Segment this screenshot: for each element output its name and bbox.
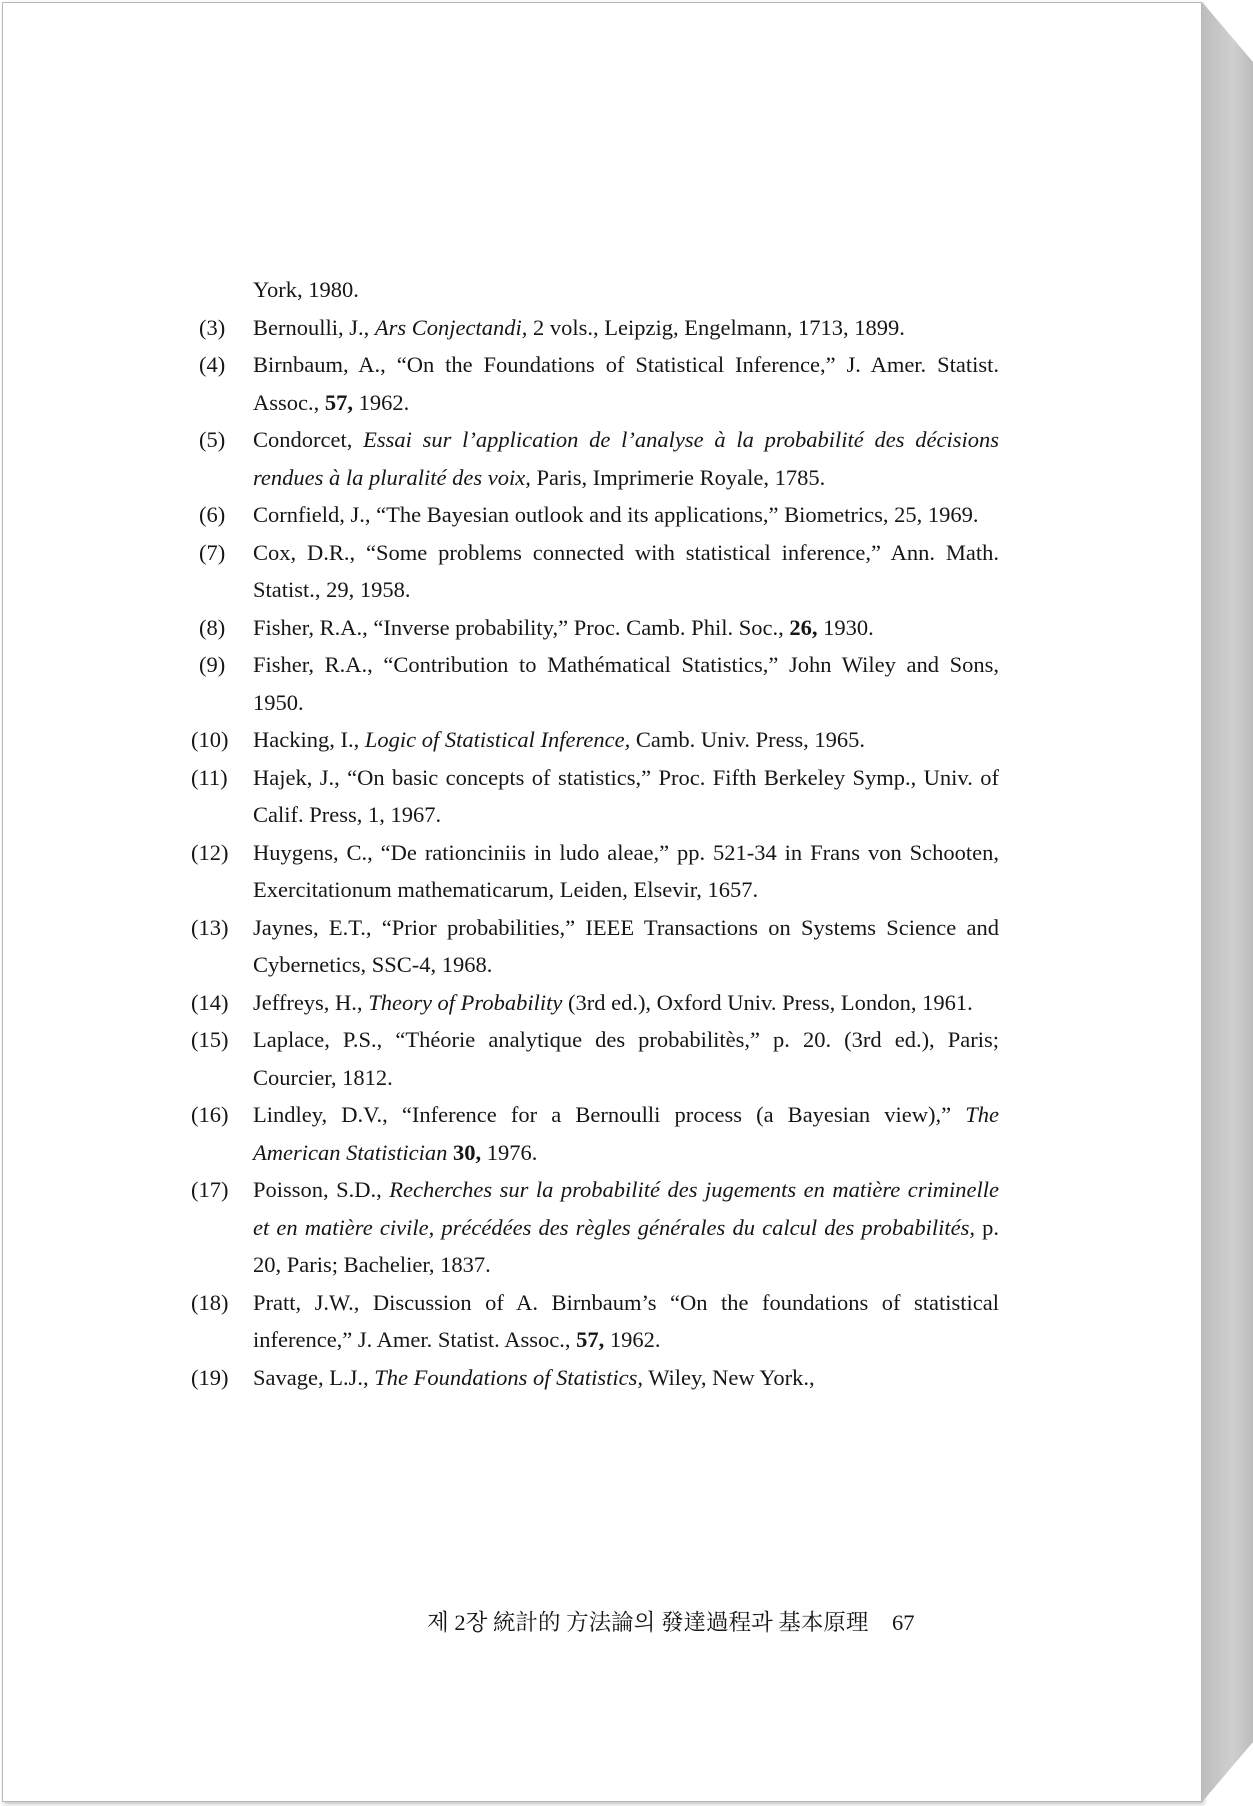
reference-number: (3) bbox=[199, 314, 226, 340]
reference-volume: 30, bbox=[452, 1139, 482, 1165]
reference-number: (16) bbox=[191, 1102, 229, 1127]
reference-item bbox=[191, 759, 999, 834]
reference-number: (12) bbox=[191, 839, 229, 865]
reference-item bbox=[191, 1359, 999, 1397]
reference-number: (17) bbox=[191, 1177, 229, 1202]
reference-number: (7) bbox=[199, 539, 226, 565]
reference-title: Ars Conjectandi, bbox=[374, 314, 528, 340]
reference-segment: Huygens, C., “De rationciniis in ludo aleae,” pp. 521-34 in Frans von Schooten, Exercitationum mathematicarum, Leiden, Elsevir, 1657. bbox=[253, 839, 999, 902]
reference-text bbox=[253, 540, 999, 603]
reference-item bbox=[191, 909, 999, 984]
reference-item bbox=[199, 496, 999, 534]
reference-number: (8) bbox=[199, 614, 226, 640]
reference-number: (11) bbox=[191, 764, 228, 790]
reference-title: The Foundations of Statistics, bbox=[374, 1364, 643, 1390]
running-footer bbox=[427, 1608, 987, 1638]
page-stack-edge bbox=[1202, 2, 1253, 1802]
reference-title: Essai sur l’application de l’analyse à la probabilité des décisions rendues à la pluralité des voix, bbox=[253, 427, 999, 490]
reference-item bbox=[199, 271, 999, 309]
reference-segment: Fisher, R.A., “Contribution to Mathématical Statistics,” John Wiley and Sons, 1950. bbox=[253, 652, 999, 715]
reference-text bbox=[253, 990, 973, 1015]
reference-segment: Bernoulli, J., bbox=[253, 314, 375, 340]
reference-number: (15) bbox=[191, 1027, 229, 1052]
reference-segment: 1976. bbox=[481, 1139, 538, 1165]
reference-text bbox=[253, 1365, 815, 1390]
reference-segment: Cornfield, J., “The Bayesian outlook and its applications,” Biometrics, 25, 1969. bbox=[253, 502, 979, 527]
reference-segment: Laplace, P.S., “Théorie analytique des probabilitès,” p. 20. (3rd ed.), Paris; Courcier, 1812. bbox=[253, 1027, 999, 1090]
reference-item bbox=[191, 721, 999, 759]
reference-number: (9) bbox=[199, 652, 226, 677]
reference-text bbox=[253, 1102, 999, 1165]
reference-segment: Lindley, D.V., “Inference for a Bernoulli process (a Bayesian view),” bbox=[253, 1102, 966, 1127]
reference-number: (19) bbox=[191, 1364, 229, 1390]
reference-segment: 1930. bbox=[817, 614, 874, 640]
reference-segment: Savage, L.J., bbox=[253, 1364, 375, 1390]
reference-number: (6) bbox=[199, 502, 226, 527]
reference-number: (4) bbox=[199, 352, 226, 377]
reference-segment: (3rd ed.), Oxford Univ. Press, London, 1961. bbox=[562, 989, 973, 1015]
reference-text bbox=[253, 915, 999, 978]
reference-segment: Hacking, I., bbox=[253, 727, 365, 752]
reference-volume: 57, bbox=[324, 389, 353, 415]
reference-text bbox=[253, 840, 999, 903]
reference-item bbox=[191, 834, 999, 909]
reference-item bbox=[191, 1096, 999, 1171]
reference-number: (13) bbox=[191, 914, 229, 940]
reference-text bbox=[253, 427, 999, 490]
book-page bbox=[2, 2, 1202, 1802]
reference-segment: Camb. Univ. Press, 1965. bbox=[630, 727, 866, 752]
reference-number: (14) bbox=[191, 989, 229, 1015]
reference-text bbox=[253, 727, 865, 752]
reference-text bbox=[253, 1290, 999, 1353]
reference-text bbox=[253, 765, 999, 828]
reference-title: The American Statistician bbox=[253, 1102, 999, 1165]
reference-volume: 26, bbox=[789, 614, 818, 640]
reference-text bbox=[253, 277, 359, 302]
reference-title: Logic of Statistical Inference, bbox=[364, 727, 631, 752]
reference-segment: Poisson, S.D., bbox=[253, 1177, 390, 1202]
reference-item bbox=[191, 984, 999, 1022]
reference-segment: Birnbaum, A., “On the Foundations of Statistical Inference,” J. Amer. Statist. Assoc., bbox=[253, 352, 999, 415]
reference-title: Theory of Probability bbox=[368, 989, 563, 1015]
reference-segment: York, 1980. bbox=[253, 277, 359, 302]
reference-segment: Jaynes, E.T., “Prior probabilities,” IEEE Transactions on Systems Science and Cybernetics, SSC-4, 1968. bbox=[253, 914, 999, 977]
reference-item bbox=[199, 534, 999, 609]
reference-segment: Hajek, J., “On basic concepts of statistics,” Proc. Fifth Berkeley Symp., Univ. of Calif. Press, 1, 1967. bbox=[253, 764, 999, 827]
reference-segment: p. 20, Paris; Bachelier, 1837. bbox=[253, 1214, 999, 1277]
reference-title: Recherches sur la probabilité des jugements en matière criminelle et en matière civile, précédées des règles générales du calcul des probabilités, bbox=[253, 1177, 999, 1240]
reference-segment: Fisher, R.A., “Inverse probability,” Proc. Camb. Phil. Soc., bbox=[253, 614, 790, 640]
reference-item bbox=[199, 609, 999, 647]
reference-number: (5) bbox=[199, 427, 226, 452]
reference-segment: Cox, D.R., “Some problems connected with statistical inference,” Ann. Math. Statist., 29, 1958. bbox=[253, 539, 999, 602]
page-number: 67 bbox=[891, 1610, 915, 1635]
reference-item bbox=[199, 346, 999, 421]
reference-segment: 1962. bbox=[604, 1327, 661, 1352]
reference-segment: Condorcet, bbox=[253, 427, 364, 452]
reference-volume: 57, bbox=[576, 1327, 605, 1352]
reference-segment: Paris, Imprimerie Royale, 1785. bbox=[530, 464, 826, 490]
reference-item bbox=[199, 646, 999, 721]
reference-text bbox=[253, 652, 999, 715]
chapter-title: 제 2장 統計的 方法論의 發達過程과 基本原理 bbox=[427, 1610, 869, 1635]
reference-text bbox=[253, 502, 979, 527]
reference-segment: Pratt, J.W., Discussion of A. Birnbaum’s “On the foundations of statistical inference,” J. Amer. Statist. Assoc., bbox=[253, 1289, 999, 1352]
reference-item bbox=[199, 421, 999, 496]
reference-item bbox=[191, 1021, 999, 1096]
reference-text bbox=[253, 1027, 999, 1090]
reference-text bbox=[253, 1177, 999, 1277]
reference-number: (10) bbox=[191, 727, 229, 752]
reference-segment: Wiley, New York., bbox=[643, 1364, 815, 1390]
reference-text bbox=[253, 352, 999, 415]
reference-item bbox=[199, 309, 999, 347]
reference-segment: Jeffreys, H., bbox=[253, 989, 369, 1015]
reference-item bbox=[191, 1171, 999, 1284]
reference-text bbox=[253, 615, 874, 640]
reference-item bbox=[191, 1284, 999, 1359]
reference-segment: 1962. bbox=[353, 389, 410, 415]
reference-list bbox=[191, 271, 999, 1396]
reference-segment: 2 vols., Leipzig, Engelmann, 1713, 1899. bbox=[527, 314, 905, 340]
reference-number: (18) bbox=[191, 1289, 229, 1315]
reference-text bbox=[253, 315, 905, 340]
